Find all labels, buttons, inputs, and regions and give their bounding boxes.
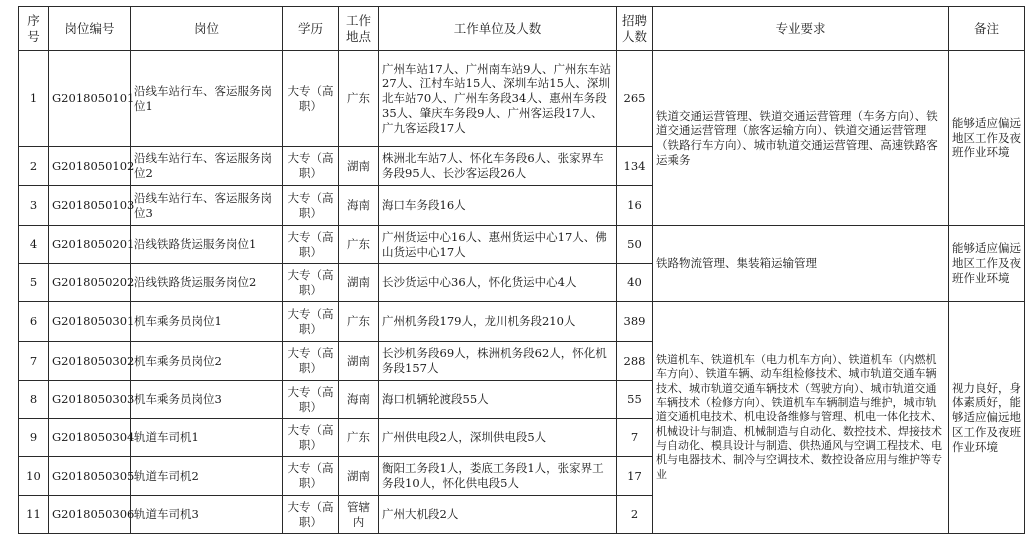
cell-seq: 11	[19, 496, 49, 534]
cell-units: 广州大机段2人	[379, 496, 617, 534]
cell-count: 40	[617, 264, 653, 302]
header-loc: 工作地点	[339, 7, 379, 51]
header-units: 工作单位及人数	[379, 7, 617, 51]
cell-code: G2018050306	[49, 496, 131, 534]
cell-seq: 9	[19, 419, 49, 457]
recruitment-table	[18, 6, 1025, 534]
cell-count: 288	[617, 342, 653, 381]
header-edu: 学历	[283, 7, 339, 51]
cell-loc: 湖南	[339, 147, 379, 186]
cell-edu: 大专（高职）	[283, 226, 339, 264]
cell-units: 广州供电段2人，深圳供电段5人	[379, 419, 617, 457]
cell-edu: 大专（高职）	[283, 457, 339, 496]
cell-loc: 广东	[339, 226, 379, 264]
cell-units: 海口车务段16人	[379, 186, 617, 226]
cell-major-group3: 铁道机车、铁道机车（电力机车方向）、铁道机车（内燃机车方向）、铁道车辆、动车组检修技术、城市轨道交通车辆技术、城市轨道交通车辆技术（驾驶方向）、城市轨道交通车辆技术（检修方向）、铁道机车车辆制造与维护，城市轨道交通机电技术、机电设备维修与管理、机电一体化技术、机械设计与制造、机械制造与自动化、数控技术、焊接技术与自动化、模具设计与制造、供热通风与空调工程技术、电机与电器技术、制冷与空调技术、数控设备应用与维护等专业	[653, 302, 949, 534]
cell-edu: 大专（高职）	[283, 264, 339, 302]
header-code: 岗位编号	[49, 7, 131, 51]
cell-code: G2018050302	[49, 342, 131, 381]
cell-post: 沿线车站行车、客运服务岗位3	[131, 186, 283, 226]
header-post: 岗位	[131, 7, 283, 51]
cell-count: 265	[617, 51, 653, 147]
cell-seq: 3	[19, 186, 49, 226]
cell-loc: 广东	[339, 302, 379, 342]
cell-code: G2018050303	[49, 381, 131, 419]
cell-code: G2018050101	[49, 51, 131, 147]
cell-loc: 湖南	[339, 457, 379, 496]
cell-code: G2018050202	[49, 264, 131, 302]
table-row	[19, 226, 1025, 264]
cell-loc: 海南	[339, 186, 379, 226]
cell-edu: 大专（高职）	[283, 51, 339, 147]
cell-edu: 大专（高职）	[283, 147, 339, 186]
header-seq: 序号	[19, 7, 49, 51]
table-row	[19, 51, 1025, 147]
cell-code: G2018050305	[49, 457, 131, 496]
cell-edu: 大专（高职）	[283, 342, 339, 381]
cell-post: 轨道车司机3	[131, 496, 283, 534]
cell-post: 沿线铁路货运服务岗位2	[131, 264, 283, 302]
cell-loc: 管辖内	[339, 496, 379, 534]
header-count: 招聘人数	[617, 7, 653, 51]
cell-units: 广州机务段179人，龙川机务段210人	[379, 302, 617, 342]
cell-seq: 6	[19, 302, 49, 342]
cell-major-group2: 铁路物流管理、集装箱运输管理	[653, 226, 949, 302]
cell-code: G2018050304	[49, 419, 131, 457]
cell-note-group1: 能够适应偏远地区工作及夜班作业环境	[949, 51, 1025, 226]
cell-post: 机车乘务员岗位3	[131, 381, 283, 419]
cell-seq: 1	[19, 51, 49, 147]
cell-edu: 大专（高职）	[283, 381, 339, 419]
cell-units: 广州货运中心16人、惠州货运中心17人、佛山货运中心17人	[379, 226, 617, 264]
cell-units: 海口机辆轮渡段55人	[379, 381, 617, 419]
cell-seq: 8	[19, 381, 49, 419]
cell-seq: 2	[19, 147, 49, 186]
cell-post: 沿线车站行车、客运服务岗位2	[131, 147, 283, 186]
cell-edu: 大专（高职）	[283, 496, 339, 534]
cell-note-group2: 能够适应偏远地区工作及夜班作业环境	[949, 226, 1025, 302]
cell-loc: 海南	[339, 381, 379, 419]
cell-loc: 湖南	[339, 264, 379, 302]
cell-post: 轨道车司机1	[131, 419, 283, 457]
cell-post: 机车乘务员岗位1	[131, 302, 283, 342]
cell-code: G2018050201	[49, 226, 131, 264]
table-row	[19, 302, 1025, 342]
cell-count: 134	[617, 147, 653, 186]
cell-seq: 10	[19, 457, 49, 496]
cell-units: 长沙货运中心36人，怀化货运中心4人	[379, 264, 617, 302]
cell-units: 株洲北车站7人、怀化车务段6人、张家界车务段95人、长沙客运段26人	[379, 147, 617, 186]
header-note: 备注	[949, 7, 1025, 51]
header-row	[19, 7, 1025, 51]
cell-post: 轨道车司机2	[131, 457, 283, 496]
cell-count: 7	[617, 419, 653, 457]
header-major: 专业要求	[653, 7, 949, 51]
cell-loc: 广东	[339, 51, 379, 147]
cell-count: 2	[617, 496, 653, 534]
cell-count: 17	[617, 457, 653, 496]
cell-code: G2018050103	[49, 186, 131, 226]
cell-note-group3: 视力良好，身体素质好，能够适应偏远地区工作及夜班作业环境	[949, 302, 1025, 534]
cell-code: G2018050102	[49, 147, 131, 186]
cell-units: 衡阳工务段1人，娄底工务段1人，张家界工务段10人，怀化供电段5人	[379, 457, 617, 496]
cell-count: 50	[617, 226, 653, 264]
cell-count: 16	[617, 186, 653, 226]
cell-major-group1: 铁道交通运营管理、铁道交通运营管理（车务方向）、铁道交通运营管理（旅客运输方向）、铁道交通运营管理（铁路行车方向）、城市轨道交通运营管理、高速铁路客运乘务	[653, 51, 949, 226]
cell-code: G2018050301	[49, 302, 131, 342]
cell-edu: 大专（高职）	[283, 186, 339, 226]
cell-loc: 湖南	[339, 342, 379, 381]
cell-count: 389	[617, 302, 653, 342]
cell-loc: 广东	[339, 419, 379, 457]
cell-post: 机车乘务员岗位2	[131, 342, 283, 381]
cell-units: 长沙机务段69人，株洲机务段62人，怀化机务段157人	[379, 342, 617, 381]
cell-seq: 4	[19, 226, 49, 264]
cell-edu: 大专（高职）	[283, 302, 339, 342]
cell-seq: 7	[19, 342, 49, 381]
cell-post: 沿线铁路货运服务岗位1	[131, 226, 283, 264]
cell-units: 广州车站17人、广州南车站9人、广州东车站27人、江村车站15人、深圳车站15人、深圳北车站70人、广州车务段34人、惠州车务段35人、肇庆车务段9人、广州客运段17人、广九客运段17人	[379, 51, 617, 147]
cell-count: 55	[617, 381, 653, 419]
cell-seq: 5	[19, 264, 49, 302]
cell-edu: 大专（高职）	[283, 419, 339, 457]
cell-post: 沿线车站行车、客运服务岗位1	[131, 51, 283, 147]
